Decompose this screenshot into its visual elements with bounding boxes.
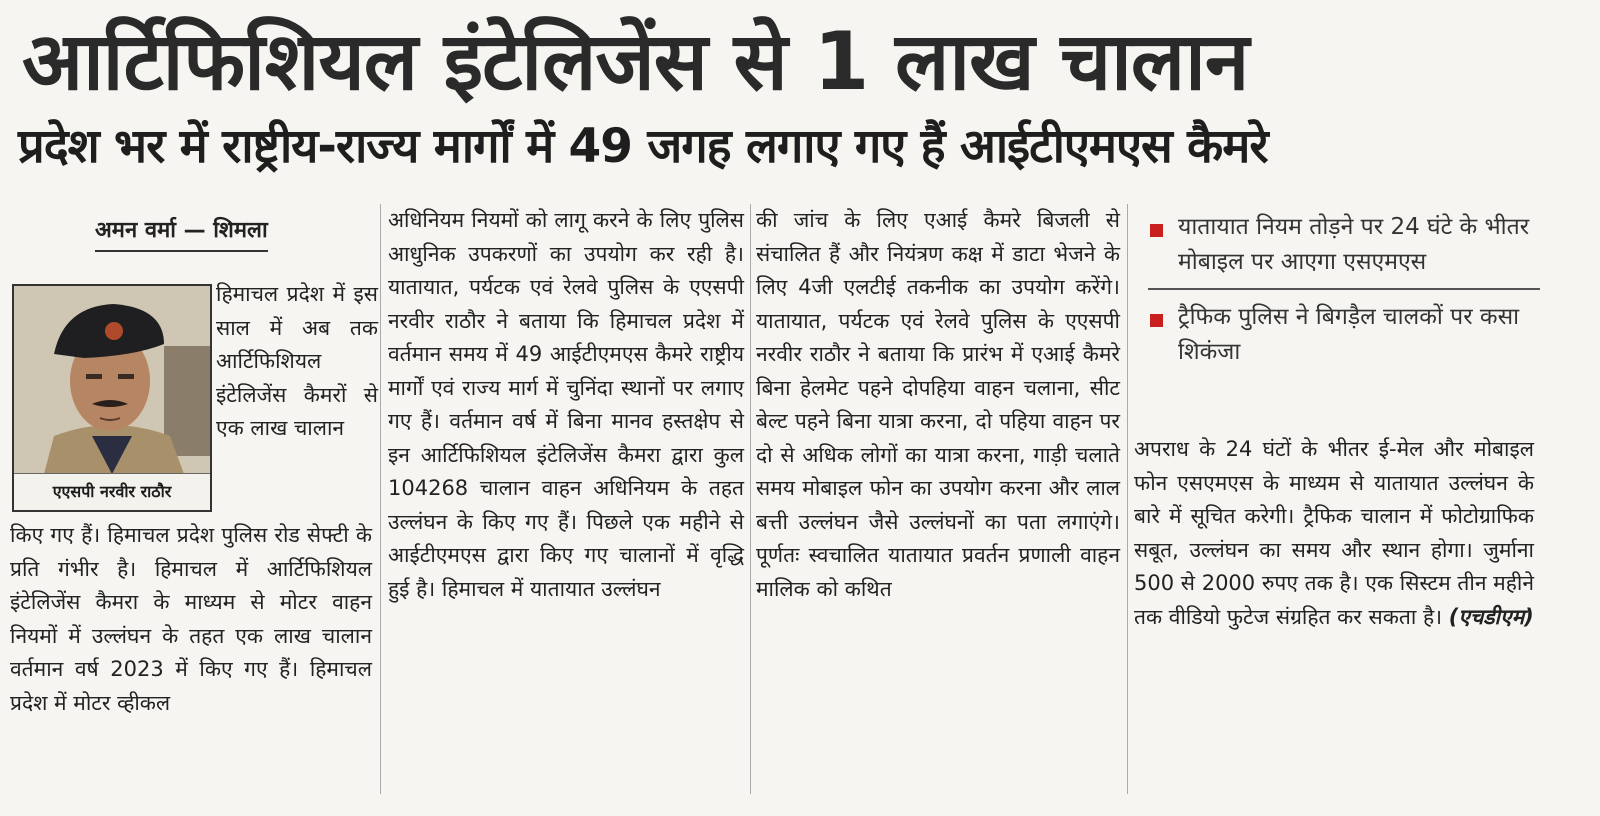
highlight-divider <box>1148 288 1540 290</box>
article-column-2 <box>388 204 744 606</box>
highlight-text: ट्रैफिक पुलिस ने बिगड़ैल चालकों पर कसा शिकंजा <box>1178 304 1520 365</box>
article-column-1-bottom <box>10 519 372 720</box>
bullet-square-icon <box>1150 224 1163 237</box>
article-column-4 <box>1134 433 1534 634</box>
headline: आर्टिफिशियल इंटेलिजेंस से 1 लाख चालान <box>22 15 1249 108</box>
article-text <box>1134 433 1534 634</box>
article-text: किए गए हैं। हिमाचल प्रदेश पुलिस रोड सेफ्टी के प्रति गंभीर है। हिमाचल में आर्टिफिशियल इंटेलिजेंस कैमरा के माध्यम से मोटर वाहन नियमों में उल्लंघन के तहत एक लाख चालान वर्तमान वर्ष 2023 में किए गए हैं। हिमाचल प्रदेश में मोटर व्हीकल <box>10 523 372 715</box>
bullet-square-icon <box>1150 314 1163 327</box>
reporter-photo <box>12 284 212 512</box>
byline: अमन वर्मा — शिमला <box>95 214 268 252</box>
highlight-item <box>1148 210 1548 280</box>
column-divider <box>750 204 751 794</box>
highlight-item <box>1148 300 1548 370</box>
portrait-image <box>14 286 210 474</box>
article-column-3 <box>756 204 1120 606</box>
subheadline: प्रदेश भर में राष्ट्रीय-राज्य मार्गों में 49 जगह लगाए गए हैं आईटीएमएस कैमरे <box>18 119 1268 174</box>
photo-caption: एएसपी नरवीर राठौर <box>14 473 210 510</box>
article-column-1-top <box>216 278 378 446</box>
highlights-box <box>1148 210 1548 370</box>
article-text: की जांच के लिए एआई कैमरे बिजली से संचालित हैं और नियंत्रण कक्ष में डाटा भेजने के लिए 4जी एलटीई तकनीक का उपयोग करेंगे। यातायात, पर्यटक एवं रेलवे पुलिस के एएसपी नरवीर राठौर ने बताया कि प्रारंभ में एआई कैमरे बिना हेलमेट पहने दोपहिया वाहन चलाना, सीट बेल्ट पहने बिना यात्रा करना, दो पहिया वाहन पर दो से अधिक लोगों का यात्रा करना, गाड़ी चलाते समय मोबाइल फोन का उपयोग करना और लाल बत्ती उल्लंघन जैसे उल्लंघनों का पता लगाएंगे। पूर्णतः स्वचालित यातायात प्रवर्तन प्रणाली वाहन मालिक को कथित <box>756 208 1120 601</box>
article-text-body: अपराध के 24 घंटों के भीतर ई-मेल और मोबाइल फोन एसएमएस के माध्यम से यातायात उल्लंघन के बारे में सूचित करेगी। ट्रैफिक चालान में फोटोग्राफिक सबूत, उल्लंघन का समय और स्थान होगा। जुर्माना 500 से 2000 रुपए तक है। एक सिस्टम तीन महीने तक वीडियो फुटेज संग्रहित कर सकता है। <box>1134 437 1534 629</box>
column-divider <box>380 204 381 794</box>
column-divider <box>1127 204 1128 794</box>
article-text: हिमाचल प्रदेश में इस साल में अब तक आर्टिफिशियल इंटेलिजेंस कैमरों से एक लाख चालान <box>216 282 378 440</box>
agency-tag: (एचडीएम) <box>1448 604 1534 629</box>
article-text: अधिनियम नियमों को लागू करने के लिए पुलिस आधुनिक उपकरणों का उपयोग कर रही है। यातायात, पर्यटक एवं रेलवे पुलिस के एएसपी नरवीर राठौर ने बताया कि हिमाचल प्रदेश में वर्तमान समय में 49 आईटीएमएस कैमरे राष्ट्रीय मार्गों एवं राज्य मार्ग में चुनिंदा स्थानों पर लगाए गए हैं। वर्तमान वर्ष में बिना मानव हस्तक्षेप से इन आर्टिफिशियल इंटेलिजेंस कैमरा द्वारा कुल 104268 चालान वाहन अधिनियम के तहत उल्लंघन के किए गए हैं। पिछले एक महीने से आईटीएमएस द्वारा किए गए चालानों में वृद्धि हुई है। हिमाचल में यातायात उल्लंघन <box>388 208 744 601</box>
highlight-text: यातायात नियम तोड़ने पर 24 घंटे के भीतर मोबाइल पर आएगा एसएमएस <box>1178 214 1530 275</box>
